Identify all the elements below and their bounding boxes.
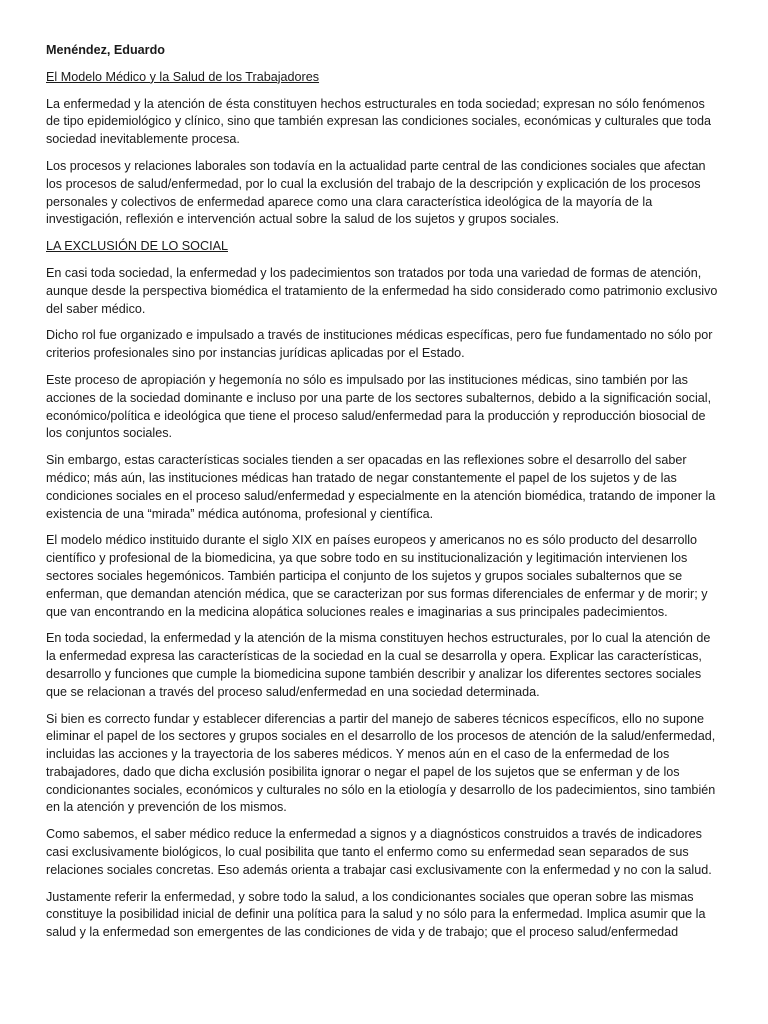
paragraph: Este proceso de apropiación y hegemonía no sólo es impulsado por las instituciones médicas, sino también por las acciones de la sociedad dominante e incluso por una parte de los sectores subalternos, debido a la significación social, económico/política e ideológica que tiene el proceso salud/enfermedad para la producción y reproducción biosocial de los conjuntos sociales. <box>46 372 712 441</box>
paragraph: Justamente referir la enfermedad, y sobre todo la salud, a los condicionantes sociales que operan sobre las mismas constituye la posibilidad inicial de definir una política para la salud y no sólo para la enfermedad. Implica asumir que la salud y la enfermedad son emergentes de las condiciones de vida y de trabajo; que el proceso salud/enfermedad <box>46 889 706 940</box>
paragraph: Dicho rol fue organizado e impulsado a través de instituciones médicas específicas, pero fue fundamentado no sólo por criterios profesionales sino por instancias jurídicas aplicadas por el Estado. <box>46 328 713 361</box>
paragraph: Sin embargo, estas características sociales tienden a ser opacadas en las reflexiones sobre el desarrollo del saber médico; más aún, las instituciones médicas han tratado de negar constantemente el papel de los sujetos y de las condiciones sociales en el proceso salud/enfermedad y especialmente en la atención biomédica, tratando de imponer la existencia de una “mirada” médica autónoma, profesional y científica. <box>46 453 716 521</box>
paragraph: Los procesos y relaciones laborales son todavía en la actualidad parte central de las condiciones sociales que afectan los procesos de salud/enfermedad, por lo cual la exclusión del trabajo de la descripción y explicación de los procesos personales y colectivos de enfermedad aparece como una clara característica ideológica de la mayoría de la investigación, reflexión e intervención actual sobre la salud de los sujetos y grupos sociales. <box>46 158 706 227</box>
paragraph: En casi toda sociedad, la enfermedad y los padecimientos son tratados por toda una variedad de formas de atención, aunque desde la perspectiva biomédica el tratamiento de la enfermedad ha sido considerado como patrimonio exclusivo del saber médico. <box>46 265 718 316</box>
author-name: Menéndez, Eduardo <box>46 43 165 57</box>
paragraph: La enfermedad y la atención de ésta constituyen hechos estructurales en toda sociedad; expresan no sólo fenómenos de tipo epidemiológico y clínico, sino que también expresan las condiciones sociales, económicas y culturales que toda sociedad inevitablemente procesa. <box>46 96 712 147</box>
document-title: El Modelo Médico y la Salud de los Trabajadores <box>46 69 320 84</box>
paragraph: Si bien es correcto fundar y establecer diferencias a partir del manejo de saberes técnicos específicos, ello no supone eliminar el papel de los sectores y grupos sociales en el desarrollo de los procesos de atención de la salud/enfermedad, incluidas las acciones y la trayectoria de los saberes médicos. Y menos aún en el caso de la enfermedad de los trabajadores, dado que dicha exclusión posibilita ignorar o negar el papel de los sujetos que se enferman y de los condicionantes sociales, económicos y culturales no sólo en la etiología y desarrollo de los padecimientos, sino también en la atención y prevención de los mismos. <box>46 711 716 815</box>
section-heading: LA EXCLUSIÓN DE LO SOCIAL <box>46 239 228 254</box>
paragraph: En toda sociedad, la enfermedad y la atención de la misma constituyen hechos estructurales, por lo cual la atención de la enfermedad expresa las características de la sociedad en la cual se desarrolla y opera. Explicar las características, desarrollo y funciones que cumple la biomedicina supone también describir y analizar los diferentes sectores sociales que se relacionan a través del proceso salud/enfermedad en una sociedad determinada. <box>46 631 711 699</box>
document-page <box>46 42 722 951</box>
paragraph: Como sabemos, el saber médico reduce la enfermedad a signos y a diagnósticos construidos a través de indicadores casi exclusivamente biológicos, lo cual posibilita que tanto el enfermo como su enfermedad sean separados de sus relaciones sociales concretas. Eso además orienta a trabajar casi exclusivamente con la enfermedad y no con la salud. <box>46 827 712 877</box>
paragraph: El modelo médico instituido durante el siglo XIX en países europeos y americanos no es sólo producto del desarrollo científico y profesional de la biomedicina, ya que sobre todo en su institucionalización y legitimación intervienen los sectores sociales hegemónicos. También participa el conjunto de los sujetos y grupos sociales subalternos que se enferman, que demandan atención médica, que se caracterizan por sus formas diferenciales de enfermar y de morir; y que van encontrando en la medicina alopática soluciones reales e imaginarias a sus principales padecimientos. <box>46 533 708 619</box>
